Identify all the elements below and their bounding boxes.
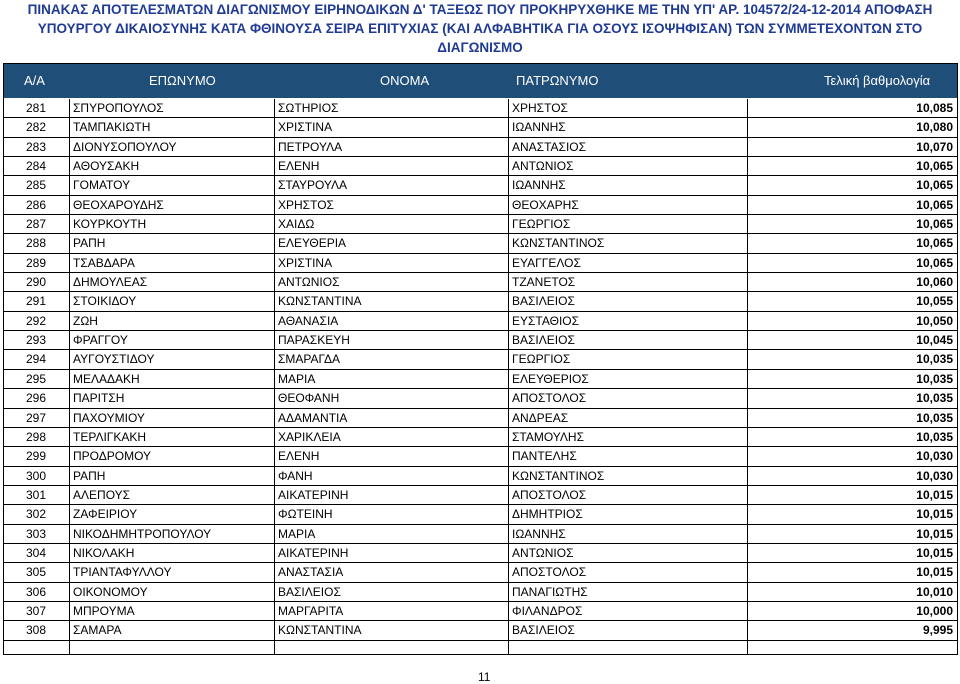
cell-aa: 286 bbox=[26, 197, 47, 212]
cell-aa: 283 bbox=[26, 139, 47, 154]
cell-onoma: ΑΔΑΜΑΝΤΙΑ bbox=[278, 410, 348, 425]
cell-onoma: ΧΑΡΙΚΛΕΙΑ bbox=[278, 429, 341, 444]
page-number: 11 bbox=[478, 670, 491, 684]
cell-grade: 10,035 bbox=[916, 410, 953, 425]
cell-onoma: ΠΑΡΑΣΚΕΥΗ bbox=[278, 333, 350, 348]
cell-aa: 304 bbox=[26, 545, 47, 560]
cell-patronymo: ΑΠΟΣΤΟΛΟΣ bbox=[512, 391, 587, 406]
table-row bbox=[4, 196, 957, 215]
cell-onoma: ΦΑΝΗ bbox=[278, 468, 313, 483]
cell-eponymo: ΡΑΠΗ bbox=[73, 468, 106, 483]
cell-patronymo: ΒΑΣΙΛΕΙΟΣ bbox=[512, 294, 575, 309]
cell-patronymo: ΧΡΗΣΤΟΣ bbox=[512, 101, 568, 115]
cell-aa: 308 bbox=[26, 623, 47, 638]
cell-aa: 300 bbox=[26, 468, 47, 483]
title-line-2: ΥΠΟΥΡΓΟΥ ΔΙΚΑΙΟΣΥΝΗΣ ΚΑΤΑ ΦΘΙΝΟΥΣΑ ΣΕΙΡΑ ΕΠΙΤΥΧΙΑΣ (ΚΑΙ ΑΛΦΑΒΗΤΙΚΑ ΓΙΑ ΟΣΟΥΣ ΙΣΟΨΗΦΙΣΑΝ) ΤΩΝ ΣΥΜΜΕΤΕΧΟΝΤΩΝ ΣΤΟ bbox=[37, 21, 923, 36]
table-row bbox=[4, 602, 957, 621]
cell-patronymo: ΣΤΑΜΟΥΛΗΣ bbox=[512, 429, 585, 444]
cell-grade: 10,015 bbox=[916, 487, 953, 502]
table-row bbox=[4, 370, 957, 389]
cell-grade: 10,015 bbox=[916, 526, 953, 541]
cell-patronymo: ΕΛΕΥΘΕΡΙΟΣ bbox=[512, 371, 589, 386]
table-header-row bbox=[4, 64, 957, 98]
cell-eponymo: ΔΙΟΝΥΣΟΠΟΥΛΟΥ bbox=[73, 139, 177, 154]
cell-grade: 10,000 bbox=[916, 603, 953, 618]
cell-eponymo: ΠΑΧΟΥΜΙΟΥ bbox=[73, 410, 145, 425]
cell-aa: 290 bbox=[26, 275, 47, 290]
cell-eponymo: ΤΣΑΒΔΑΡΑ bbox=[73, 255, 135, 270]
cell-aa: 282 bbox=[26, 120, 47, 135]
cell-aa: 292 bbox=[26, 313, 47, 328]
cell-grade: 10,065 bbox=[916, 236, 953, 251]
cell-onoma: ΑΘΑΝΑΣΙΑ bbox=[278, 313, 339, 328]
cell-onoma: ΘΕΟΦΑΝΗ bbox=[278, 391, 340, 406]
cell-onoma: ΧΡΙΣΤΙΝΑ bbox=[278, 255, 333, 270]
cell-grade: 10,035 bbox=[916, 429, 953, 444]
cell-eponymo: ΤΑΜΠΑΚΙΩΤΗ bbox=[73, 120, 151, 135]
table-row bbox=[4, 350, 957, 369]
cell-aa: 303 bbox=[26, 526, 47, 541]
cell-aa: 307 bbox=[26, 603, 47, 618]
cell-aa: 294 bbox=[26, 352, 47, 367]
cell-onoma: ΧΡΙΣΤΙΝΑ bbox=[278, 120, 333, 135]
cell-aa: 284 bbox=[26, 159, 47, 174]
column-header-aa: Α/Α bbox=[24, 73, 45, 88]
cell-aa: 298 bbox=[26, 429, 47, 444]
cell-onoma: ΕΛΕΥΘΕΡΙΑ bbox=[278, 236, 347, 251]
table-row bbox=[4, 525, 957, 544]
table-body bbox=[4, 99, 957, 641]
column-header-grade: Τελική βαθμολογία bbox=[824, 73, 931, 88]
cell-aa: 297 bbox=[26, 410, 47, 425]
cell-onoma: ΜΑΡΙΑ bbox=[278, 526, 316, 541]
cell-onoma: ΠΕΤΡΟΥΛΑ bbox=[278, 139, 343, 154]
cell-grade: 10,085 bbox=[916, 101, 953, 115]
cell-eponymo: ΠΡΟΔΡΟΜΟΥ bbox=[73, 449, 152, 464]
cell-eponymo: ΠΑΡΙΤΣΗ bbox=[73, 391, 125, 406]
cell-eponymo: ΦΡΑΓΓΟΥ bbox=[73, 333, 128, 348]
cell-patronymo: ΘΕΟΧΑΡΗΣ bbox=[512, 197, 579, 212]
table-row bbox=[4, 486, 957, 505]
cell-onoma: ΜΑΡΙΑ bbox=[278, 371, 316, 386]
cell-patronymo: ΑΝΤΩΝΙΟΣ bbox=[512, 159, 574, 174]
cell-grade: 10,055 bbox=[916, 294, 953, 309]
table-row bbox=[4, 292, 957, 311]
cell-patronymo: ΑΠΟΣΤΟΛΟΣ bbox=[512, 487, 587, 502]
table-row bbox=[4, 389, 957, 408]
cell-aa: 285 bbox=[26, 178, 47, 193]
cell-aa: 289 bbox=[26, 255, 47, 270]
cell-grade: 10,065 bbox=[916, 217, 953, 232]
cell-patronymo: ΠΑΝΑΓΙΩΤΗΣ bbox=[512, 584, 588, 599]
table-row bbox=[4, 138, 957, 157]
cell-onoma: ΕΛΕΝΗ bbox=[278, 159, 320, 174]
table-row bbox=[4, 447, 957, 466]
cell-aa: 293 bbox=[26, 333, 47, 348]
cell-aa: 291 bbox=[26, 294, 47, 309]
table-row bbox=[4, 563, 957, 582]
cell-patronymo: ΒΑΣΙΛΕΙΟΣ bbox=[512, 333, 575, 348]
cell-grade: 10,065 bbox=[916, 178, 953, 193]
cell-eponymo: ΑΛΕΠΟΥΣ bbox=[73, 487, 131, 502]
table-row bbox=[4, 428, 957, 447]
table-row bbox=[4, 118, 957, 137]
cell-eponymo: ΜΠΡΟΥΜΑ bbox=[73, 603, 135, 618]
cell-patronymo: ΠΑΝΤΕΛΗΣ bbox=[512, 449, 577, 464]
cell-patronymo: ΔΗΜΗΤΡΙΟΣ bbox=[512, 507, 583, 522]
cell-aa: 299 bbox=[26, 449, 47, 464]
cell-eponymo: ΚΟΥΡΚΟΥΤΗ bbox=[73, 217, 147, 232]
cell-grade: 10,030 bbox=[916, 468, 953, 483]
cell-eponymo: ΤΡΙΑΝΤΑΦΥΛΛΟΥ bbox=[73, 565, 172, 580]
cell-patronymo: ΑΝΑΣΤΑΣΙΟΣ bbox=[512, 139, 587, 154]
cell-eponymo: ΘΕΟΧΑΡΟΥΔΗΣ bbox=[73, 197, 164, 212]
table-row bbox=[4, 157, 957, 176]
cell-patronymo: ΑΝΤΩΝΙΟΣ bbox=[512, 545, 574, 560]
cell-onoma: ΜΑΡΓΑΡΙΤΑ bbox=[278, 603, 344, 618]
cell-onoma: ΦΩΤΕΙΝΗ bbox=[278, 507, 333, 522]
cell-grade: 10,065 bbox=[916, 197, 953, 212]
cell-eponymo: ΔΗΜΟΥΛΕΑΣ bbox=[73, 275, 148, 290]
column-header-patronymo: ΠΑΤΡΩΝΥΜΟ bbox=[516, 73, 599, 88]
cell-eponymo: ΟΙΚΟΝΟΜΟΥ bbox=[73, 584, 148, 599]
table-row bbox=[4, 234, 957, 253]
column-header-eponymo: ΕΠΩΝΥΜΟ bbox=[149, 73, 216, 88]
cell-aa: 302 bbox=[26, 507, 47, 522]
column-header-onoma: ΟΝΟΜΑ bbox=[380, 73, 430, 88]
cell-patronymo: ΚΩΝΣΤΑΝΤΙΝΟΣ bbox=[512, 468, 605, 483]
table-row bbox=[4, 176, 957, 195]
cell-eponymo: ΖΑΦΕΙΡΙΟΥ bbox=[73, 507, 138, 522]
cell-eponymo: ΝΙΚΟΔΗΜΗΤΡΟΠΟΥΛΟΥ bbox=[73, 526, 212, 541]
cell-grade: 10,070 bbox=[916, 139, 953, 154]
cell-grade: 9,995 bbox=[922, 623, 953, 638]
cell-patronymo: ΤΖΑΝΕΤΟΣ bbox=[512, 275, 576, 290]
cell-patronymo: ΙΩΑΝΝΗΣ bbox=[512, 526, 566, 541]
cell-eponymo: ΣΑΜΑΡΑ bbox=[73, 623, 122, 638]
results-table bbox=[3, 63, 958, 655]
table-row bbox=[4, 312, 957, 331]
cell-grade: 10,065 bbox=[916, 159, 953, 174]
table-row bbox=[4, 215, 957, 234]
cell-onoma: ΑΝΑΣΤΑΣΙΑ bbox=[278, 565, 344, 580]
cell-patronymo: ΚΩΝΣΤΑΝΤΙΝΟΣ bbox=[512, 236, 605, 251]
cell-aa: 301 bbox=[26, 487, 47, 502]
document-title bbox=[0, 0, 960, 57]
cell-patronymo: ΓΕΩΡΓΙΟΣ bbox=[512, 217, 571, 232]
cell-onoma: ΑΙΚΑΤΕΡΙΝΗ bbox=[278, 545, 349, 560]
cell-grade: 10,035 bbox=[916, 391, 953, 406]
cell-onoma: ΧΡΗΣΤΟΣ bbox=[278, 197, 334, 212]
cell-onoma: ΣΜΑΡΑΓΔΑ bbox=[278, 352, 341, 367]
cell-grade: 10,080 bbox=[916, 120, 953, 135]
table-row bbox=[4, 99, 957, 118]
cell-patronymo: ΓΕΩΡΓΙΟΣ bbox=[512, 352, 571, 367]
cell-grade: 10,010 bbox=[916, 584, 953, 599]
cell-grade: 10,065 bbox=[916, 255, 953, 270]
cell-aa: 306 bbox=[26, 584, 47, 599]
cell-aa: 296 bbox=[26, 391, 47, 406]
cell-eponymo: ΜΕΛΑΔΑΚΗ bbox=[73, 371, 140, 386]
cell-onoma: ΕΛΕΝΗ bbox=[278, 449, 320, 464]
cell-aa: 287 bbox=[26, 217, 47, 232]
cell-eponymo: ΣΤΟΙΚΙΔΟΥ bbox=[73, 294, 137, 309]
cell-grade: 10,015 bbox=[916, 565, 953, 580]
cell-eponymo: ΑΘΟΥΣΑΚΗ bbox=[73, 159, 140, 174]
cell-aa: 295 bbox=[26, 371, 47, 386]
cell-grade: 10,015 bbox=[916, 545, 953, 560]
cell-patronymo: ΑΠΟΣΤΟΛΟΣ bbox=[512, 565, 587, 580]
table-row bbox=[4, 254, 957, 273]
cell-eponymo: ΓΟΜΑΤΟΥ bbox=[73, 178, 131, 193]
cell-aa: 288 bbox=[26, 236, 47, 251]
cell-onoma: ΣΤΑΥΡΟΥΛΑ bbox=[278, 178, 348, 193]
cell-patronymo: ΒΑΣΙΛΕΙΟΣ bbox=[512, 623, 575, 638]
cell-eponymo: ΑΥΓΟΥΣΤΙΔΟΥ bbox=[73, 352, 155, 367]
cell-eponymo: ΖΩΗ bbox=[73, 313, 98, 328]
cell-onoma: ΚΩΝΣΤΑΝΤΙΝΑ bbox=[278, 623, 362, 638]
cell-onoma: ΑΙΚΑΤΕΡΙΝΗ bbox=[278, 487, 349, 502]
cell-patronymo: ΙΩΑΝΝΗΣ bbox=[512, 120, 566, 135]
cell-onoma: ΒΑΣΙΛΕΙΟΣ bbox=[278, 584, 341, 599]
cell-grade: 10,050 bbox=[916, 313, 953, 328]
cell-onoma: ΧΑΙΔΩ bbox=[278, 217, 315, 232]
cell-grade: 10,035 bbox=[916, 371, 953, 386]
table-row bbox=[4, 409, 957, 428]
cell-eponymo: ΣΠΥΡΟΠΟΥΛΟΣ bbox=[73, 101, 164, 115]
cell-patronymo: ΑΝΔΡΕΑΣ bbox=[512, 410, 569, 425]
title-line-1: ΠΙΝΑΚΑΣ ΑΠΟΤΕΛΕΣΜΑΤΩΝ ΔΙΑΓΩΝΙΣΜΟΥ ΕΙΡΗΝΟΔΙΚΩΝ Δ' ΤΑΞΕΩΣ ΠΟΥ ΠΡΟΚΗΡΥΧΘΗΚΕ ΜΕ ΤΗΝ ΥΠ' ΑΡ. 104572/24-12-2014 ΑΠΟΦΑΣΗ bbox=[27, 2, 933, 17]
cell-patronymo: ΦΙΛΑΝΔΡΟΣ bbox=[512, 603, 583, 618]
table-row bbox=[4, 331, 957, 350]
title-line-3: ΔΙΑΓΩΝΙΣΜΟ bbox=[437, 40, 523, 55]
table-row bbox=[4, 583, 957, 602]
table-row bbox=[4, 273, 957, 292]
cell-grade: 10,060 bbox=[916, 275, 953, 290]
cell-patronymo: ΕΥΣΤΑΘΙΟΣ bbox=[512, 313, 580, 328]
cell-grade: 10,045 bbox=[916, 333, 953, 348]
cell-grade: 10,030 bbox=[916, 449, 953, 464]
cell-grade: 10,015 bbox=[916, 507, 953, 522]
cell-aa: 281 bbox=[26, 101, 47, 115]
table-row bbox=[4, 544, 957, 563]
cell-patronymo: ΕΥΑΓΓΕΛΟΣ bbox=[512, 255, 581, 270]
cell-grade: 10,035 bbox=[916, 352, 953, 367]
table-row bbox=[4, 505, 957, 524]
cell-eponymo: ΡΑΠΗ bbox=[73, 236, 106, 251]
cell-onoma: ΑΝΤΩΝΙΟΣ bbox=[278, 275, 340, 290]
cell-eponymo: ΝΙΚΟΛΑΚΗ bbox=[73, 545, 135, 560]
cell-patronymo: ΙΩΑΝΝΗΣ bbox=[512, 178, 566, 193]
cell-onoma: ΣΩΤΗΡΙΟΣ bbox=[278, 101, 339, 115]
cell-eponymo: ΤΕΡΛΙΓΚΑΚΗ bbox=[73, 429, 147, 444]
cell-onoma: ΚΩΝΣΤΑΝΤΙΝΑ bbox=[278, 294, 362, 309]
table-row bbox=[4, 467, 957, 486]
table-row bbox=[4, 621, 957, 640]
cell-aa: 305 bbox=[26, 565, 47, 580]
